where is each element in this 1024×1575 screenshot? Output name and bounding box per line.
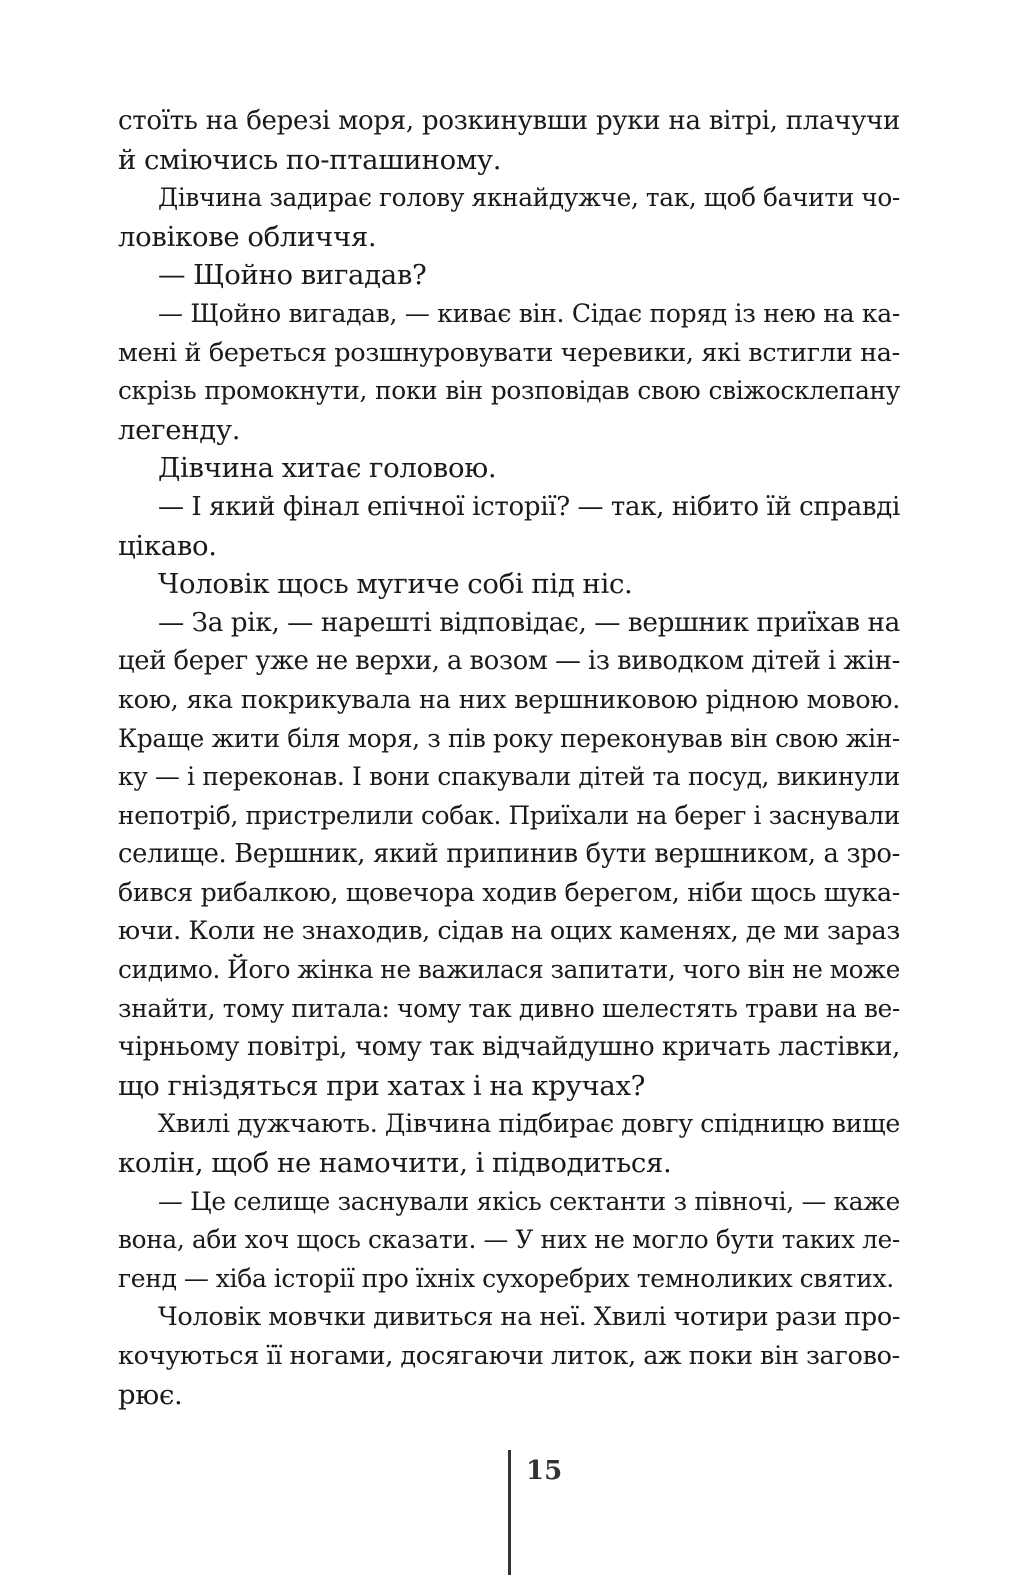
text-line: генд — хіба історії про їхніх сухоребрих темноликих святих. [118, 1263, 894, 1293]
text-line: непотріб, пристрелили собак. Приїхали на берег і заснували [118, 800, 900, 830]
text-line: що гніздяться при хатах і на кручах? [118, 1069, 646, 1102]
text-line: Чоловік щось мугиче собі під ніс. [158, 568, 633, 601]
text-line: — Це селище заснували якісь сектанти з півночі, — каже [158, 1186, 900, 1216]
text-line: селище. Вершник, який припинив бути вершником, а зро- [118, 839, 900, 870]
text-line: ючи. Коли не знаходив, сідав на оцих каменях, де ми зараз [118, 916, 900, 947]
text-line: легенду. [118, 413, 241, 446]
footer-divider [508, 1450, 511, 1575]
page-number: 15 [526, 1456, 563, 1486]
text-line: — Щойно вигадав, — киває він. Сідає поряд із нею на ка- [158, 298, 900, 328]
text-line: — Щойно вигадав? [158, 259, 427, 292]
text-line: — І який фінал епічної історії? — так, нібито їй справді [158, 491, 900, 522]
body-text [118, 102, 900, 1414]
text-line: рює. [118, 1378, 183, 1411]
text-line: вона, аби хоч щось сказати. — У них не могло бути таких ле- [118, 1225, 900, 1255]
text-line: знайти, тому питала: чому так дивно шелестять трави на ве- [118, 993, 900, 1023]
text-line: Краще жити біля моря, з пів року переконував він свою жін- [118, 723, 900, 753]
text-line: — За рік, — нарешті відповідає, — вершник приїхав на [158, 607, 900, 638]
text-line: цікаво. [118, 529, 217, 562]
text-line: сидимо. Його жінка не важилася запитати, чого він не може [118, 955, 900, 985]
text-line: Дівчина задирає голову якнайдужче, так, щоб бачити чо- [158, 183, 900, 213]
text-line: цей берег уже не верхи, а возом — із виводком дітей і жін- [118, 646, 900, 677]
text-line: стоїть на березі моря, розкинувши руки на вітрі, плачучи [118, 106, 900, 136]
text-line: кочуються її ногами, досягаючи литок, аж поки він загово- [118, 1341, 900, 1371]
text-line: Чоловік мовчки дивиться на неї. Хвилі чотири рази про- [158, 1302, 900, 1333]
text-line: кою, яка покрикувала на них вершниковою рідною мовою. [118, 684, 900, 715]
text-line: ловікове обличчя. [118, 220, 377, 253]
text-line: бився рибалкою, щовечора ходив берегом, ніби щось шука- [118, 877, 900, 907]
text-line: скрізь промокнути, поки він розповідав свою свіжосклепану [118, 376, 900, 406]
text-line: чірньому повітрі, чому так відчайдушно кричать ластівки, [118, 1032, 900, 1063]
text-line: Дівчина хитає головою. [158, 452, 497, 485]
text-line: колін, щоб не намочити, і підводиться. [118, 1147, 672, 1180]
text-line: й сміючись по-пташиному. [118, 143, 502, 176]
text-line: ку — і переконав. І вони спакували дітей та посуд, викинули [118, 762, 900, 792]
text-line: Хвилі дужчають. Дівчина підбирає довгу спідницю вище [158, 1109, 900, 1139]
text-line: мені й береться розшнуровувати черевики, які встигли на- [118, 337, 900, 368]
